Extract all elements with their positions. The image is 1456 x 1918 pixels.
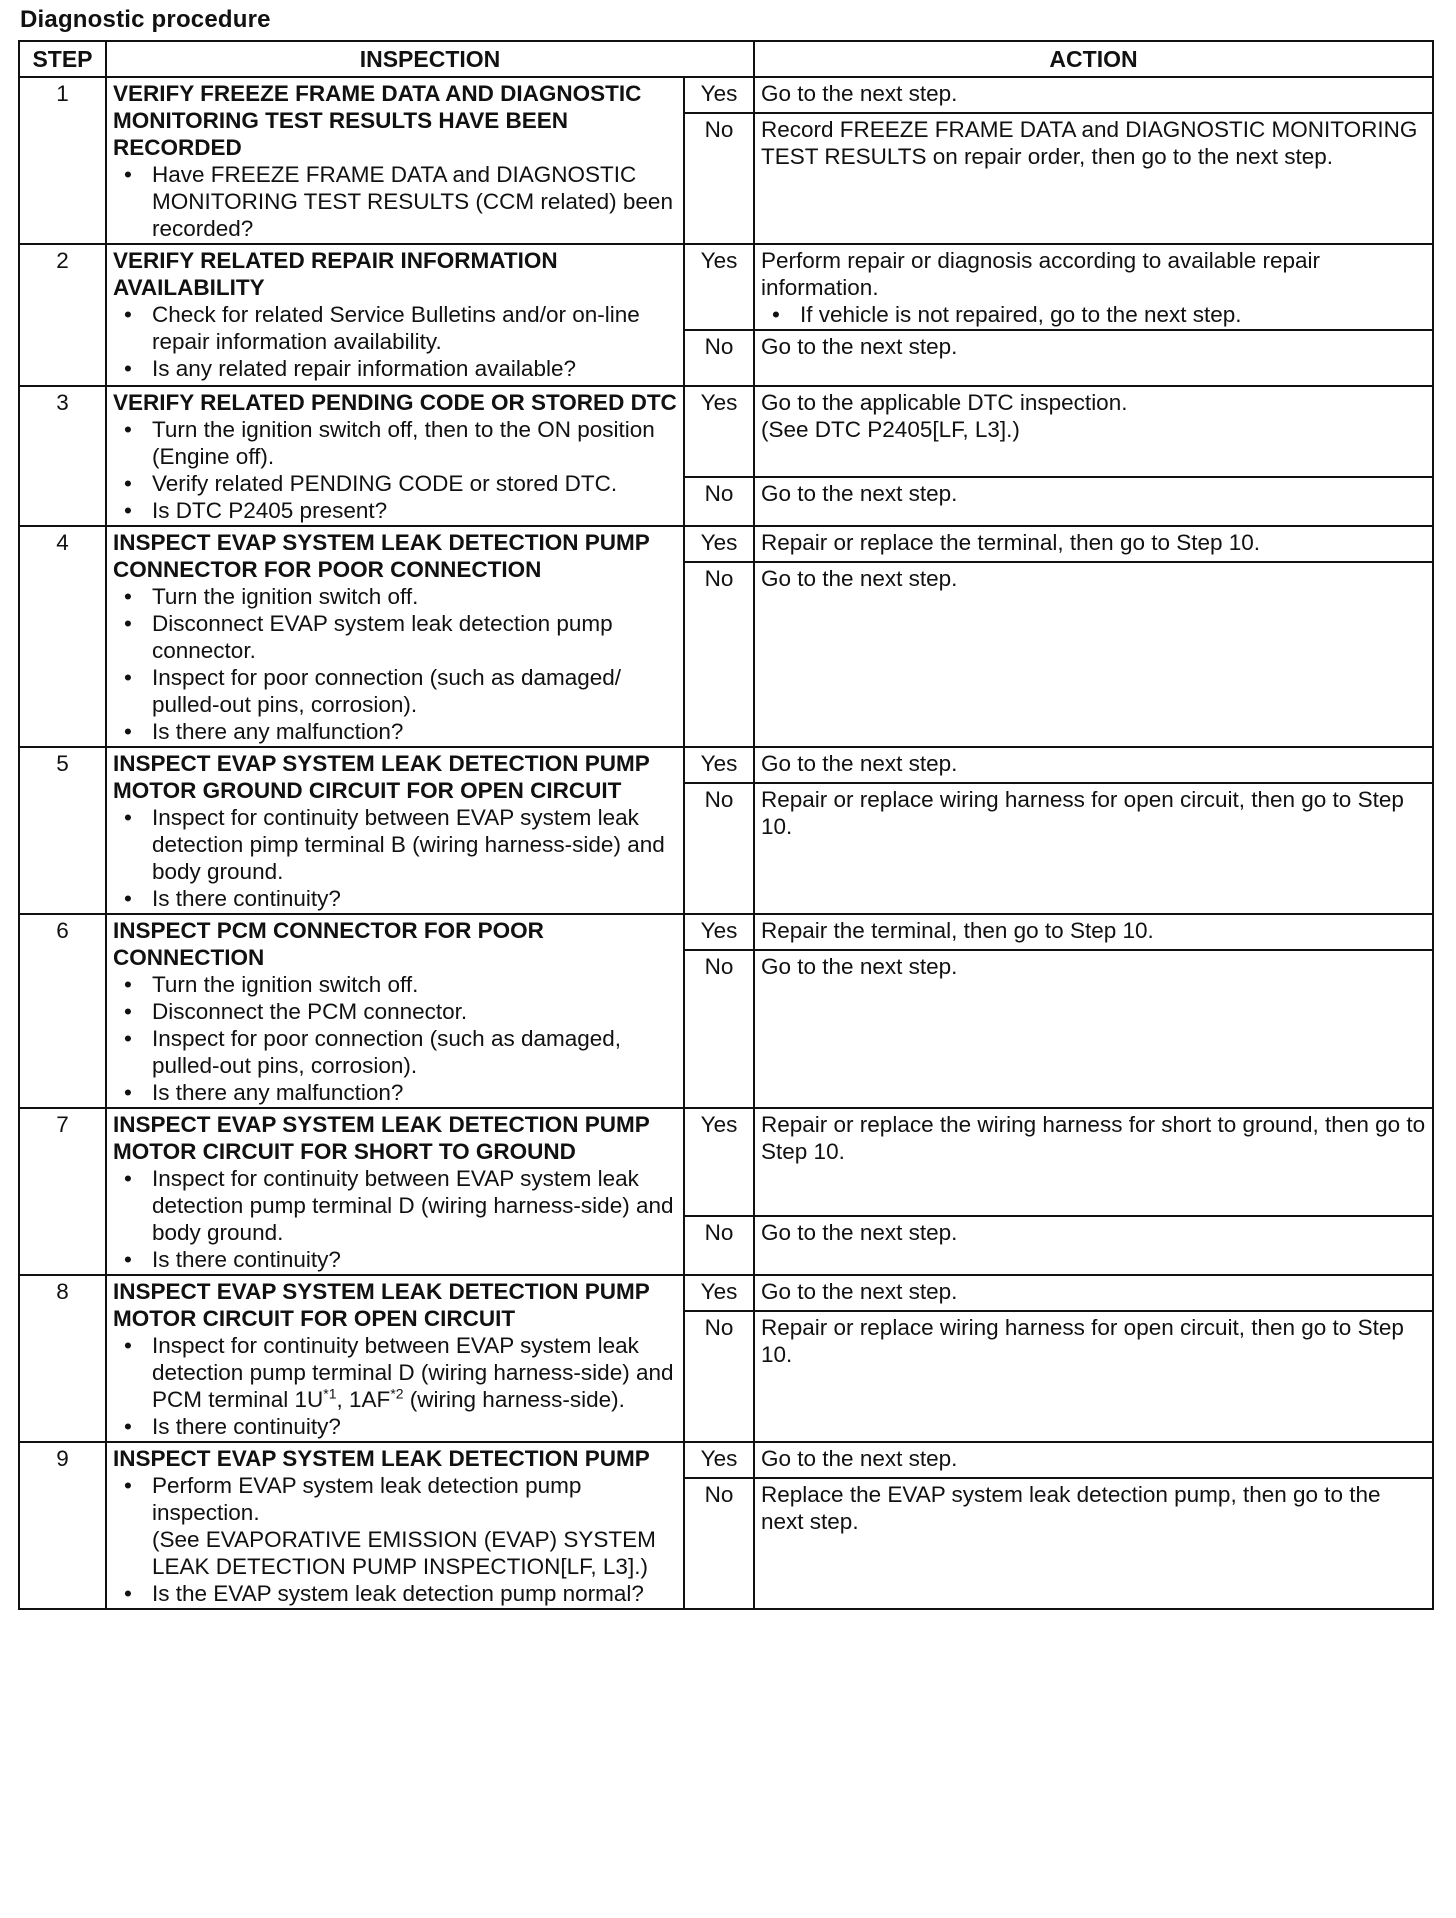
step-number: 5 [19, 747, 106, 914]
step-row-yes [19, 526, 1433, 562]
yes-action: Repair the terminal, then go to Step 10. [754, 914, 1433, 950]
yes-label: Yes [684, 244, 754, 330]
step-number: 6 [19, 914, 106, 1108]
step-heading: INSPECT EVAP SYSTEM LEAK DETECTION PUMP MOTOR GROUND CIRCUIT FOR OPEN CIRCUIT [113, 751, 650, 803]
inspection-bullet: • Is there continuity? [152, 1246, 677, 1273]
no-action: Go to the next step. [754, 477, 1433, 526]
inspection-bullet: • Is there any malfunction? [152, 1079, 677, 1106]
no-label: No [684, 1478, 754, 1609]
inspection-bullet: • Verify related PENDING CODE or stored DTC. [152, 470, 677, 497]
inspection-bullet: • Disconnect EVAP system leak detection pump connector. [152, 610, 677, 664]
step-number: 2 [19, 244, 106, 386]
inspection-bullet [152, 1332, 677, 1413]
inspection-bullet: • Is DTC P2405 present? [152, 497, 677, 524]
yes-action-reference: (See DTC P2405[LF, L3].) [761, 417, 1020, 442]
inspection-bullet: • Turn the ignition switch off. [152, 583, 677, 610]
inspection-bullet: • Turn the ignition switch off, then to the ON position (Engine off). [152, 416, 677, 470]
no-label: No [684, 477, 754, 526]
step-row-yes [19, 1442, 1433, 1478]
no-action: Go to the next step. [754, 950, 1433, 1108]
no-action: Repair or replace wiring harness for open circuit, then go to Step 10. [754, 1311, 1433, 1442]
no-label: No [684, 113, 754, 244]
bullet-reference: (See EVAPORATIVE EMISSION (EVAP) SYSTEM LEAK DETECTION PUMP INSPECTION[LF, L3].) [152, 1527, 656, 1579]
step-row-yes [19, 1275, 1433, 1311]
header-inspection: INSPECTION [106, 41, 754, 77]
step-row-yes [19, 1108, 1433, 1216]
step-heading: INSPECT EVAP SYSTEM LEAK DETECTION PUMP MOTOR CIRCUIT FOR OPEN CIRCUIT [113, 1279, 650, 1331]
step-heading: VERIFY RELATED REPAIR INFORMATION AVAILABILITY [113, 248, 558, 300]
no-label: No [684, 1216, 754, 1275]
step-row-yes [19, 77, 1433, 113]
yes-action: Go to the next step. [754, 747, 1433, 783]
no-label: No [684, 562, 754, 747]
step-row-yes [19, 244, 1433, 330]
step-number: 7 [19, 1108, 106, 1275]
bullet-text: Inspect for continuity between EVAP system leak detection pump terminal D (wiring harness-side) and PCM terminal 1U [152, 1333, 674, 1412]
yes-label: Yes [684, 77, 754, 113]
step-row-yes [19, 386, 1433, 477]
inspection-bullet [152, 1472, 677, 1580]
step-number: 9 [19, 1442, 106, 1609]
step-inspection [106, 747, 684, 914]
no-action: Record FREEZE FRAME DATA and DIAGNOSTIC MONITORING TEST RESULTS on repair order, then go to the next step. [754, 113, 1433, 244]
yes-label: Yes [684, 914, 754, 950]
no-label: No [684, 330, 754, 386]
inspection-bullet: • Is any related repair information available? [152, 355, 677, 382]
inspection-bullet: • Inspect for continuity between EVAP system leak detection pimp terminal B (wiring harness-side) and body ground. [152, 804, 677, 885]
inspection-bullet: • Check for related Service Bulletins and/or on-line repair information availability. [152, 301, 677, 355]
header-row [19, 41, 1433, 77]
step-number: 3 [19, 386, 106, 526]
yes-action: Repair or replace the wiring harness for short to ground, then go to Step 10. [754, 1108, 1433, 1216]
no-action: Replace the EVAP system leak detection pump, then go to the next step. [754, 1478, 1433, 1609]
step-inspection [106, 914, 684, 1108]
step-number: 8 [19, 1275, 106, 1442]
inspection-bullet: • Is there continuity? [152, 1413, 677, 1440]
step-row-yes [19, 914, 1433, 950]
no-action: Go to the next step. [754, 330, 1433, 386]
bullet-text: (wiring harness-side). [403, 1387, 625, 1412]
yes-label: Yes [684, 1442, 754, 1478]
step-inspection [106, 1108, 684, 1275]
step-heading: INSPECT EVAP SYSTEM LEAK DETECTION PUMP MOTOR CIRCUIT FOR SHORT TO GROUND [113, 1112, 650, 1164]
yes-label: Yes [684, 386, 754, 477]
inspection-bullet: • Turn the ignition switch off. [152, 971, 677, 998]
no-action: Go to the next step. [754, 562, 1433, 747]
no-label: No [684, 1311, 754, 1442]
yes-label: Yes [684, 747, 754, 783]
inspection-bullet: • Disconnect the PCM connector. [152, 998, 677, 1025]
no-action: Repair or replace wiring harness for open circuit, then go to Step 10. [754, 783, 1433, 914]
inspection-bullet: • Have FREEZE FRAME DATA and DIAGNOSTIC MONITORING TEST RESULTS (CCM related) been recorded? [152, 161, 677, 242]
step-number: 1 [19, 77, 106, 244]
footnote-marker: *1 [323, 1385, 337, 1402]
inspection-bullet: • Is there any malfunction? [152, 718, 677, 745]
yes-action-cell [754, 386, 1433, 477]
step-inspection [106, 1442, 684, 1609]
yes-action: Repair or replace the terminal, then go to Step 10. [754, 526, 1433, 562]
yes-action: Go to the next step. [754, 1275, 1433, 1311]
step-inspection [106, 244, 684, 386]
no-label: No [684, 950, 754, 1108]
yes-action-bullet: • If vehicle is not repaired, go to the next step. [800, 301, 1426, 328]
yes-label: Yes [684, 1275, 754, 1311]
step-heading: INSPECT EVAP SYSTEM LEAK DETECTION PUMP [113, 1446, 650, 1471]
step-heading: VERIFY FREEZE FRAME DATA AND DIAGNOSTIC MONITORING TEST RESULTS HAVE BEEN RECORDED [113, 81, 642, 160]
bullet-text: , 1AF [336, 1387, 391, 1412]
step-inspection [106, 77, 684, 244]
inspection-bullet: • Is the EVAP system leak detection pump normal? [152, 1580, 677, 1607]
inspection-bullet: • Inspect for continuity between EVAP system leak detection pump terminal D (wiring harness-side) and body ground. [152, 1165, 677, 1246]
header-action: ACTION [754, 41, 1433, 77]
yes-action: Go to the next step. [754, 77, 1433, 113]
yes-label: Yes [684, 1108, 754, 1216]
step-heading: INSPECT PCM CONNECTOR FOR POOR CONNECTION [113, 918, 544, 970]
step-inspection [106, 386, 684, 526]
header-step: STEP [19, 41, 106, 77]
step-inspection [106, 1275, 684, 1442]
yes-action: Perform repair or diagnosis according to available repair information. [761, 248, 1321, 300]
page-title: Diagnostic procedure [20, 6, 271, 33]
step-number: 4 [19, 526, 106, 747]
footnote-marker: *2 [390, 1385, 404, 1402]
yes-action: Go to the next step. [754, 1442, 1433, 1478]
no-action: Go to the next step. [754, 1216, 1433, 1275]
step-row-yes [19, 747, 1433, 783]
step-heading: VERIFY RELATED PENDING CODE OR STORED DTC [113, 390, 677, 415]
inspection-bullet: • Is there continuity? [152, 885, 677, 912]
bullet-text: • Perform EVAP system leak detection pump inspection. [152, 1473, 582, 1525]
step-heading: INSPECT EVAP SYSTEM LEAK DETECTION PUMP CONNECTOR FOR POOR CONNECTION [113, 530, 650, 582]
no-label: No [684, 783, 754, 914]
diagnostic-procedure-table [18, 40, 1434, 1610]
step-inspection [106, 526, 684, 747]
yes-label: Yes [684, 526, 754, 562]
yes-action-cell [754, 244, 1433, 330]
inspection-bullet: • Inspect for poor connection (such as damaged, pulled-out pins, corrosion). [152, 1025, 677, 1079]
yes-action: Go to the applicable DTC inspection. [761, 390, 1128, 415]
inspection-bullet: • Inspect for poor connection (such as damaged/ pulled-out pins, corrosion). [152, 664, 677, 718]
